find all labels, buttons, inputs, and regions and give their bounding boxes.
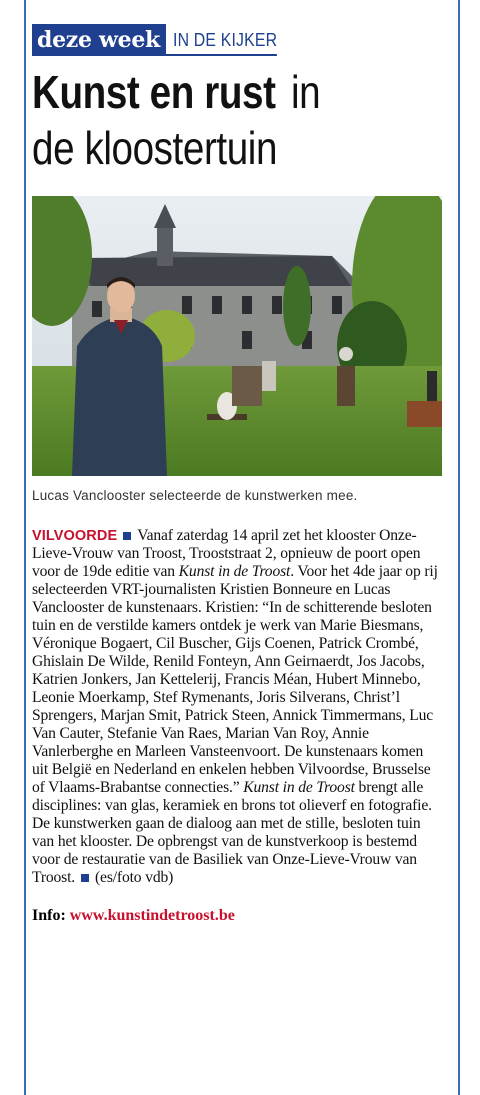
- kicker: [32, 24, 442, 56]
- end-square-icon: [81, 874, 89, 882]
- info-line: [32, 907, 442, 925]
- headline-bold: Kunst en rust: [32, 66, 276, 118]
- article-body: [32, 527, 442, 887]
- dateline: VILVOORDE: [32, 528, 118, 544]
- info-link[interactable]: www.kunstindetroost.be: [69, 907, 235, 924]
- event-title-1: Kunst in de Troost: [178, 563, 291, 580]
- column-rule-right: [458, 0, 460, 1095]
- headline: [32, 64, 442, 176]
- info-label: Info:: [32, 907, 66, 924]
- article: [32, 24, 442, 925]
- kicker-label: deze week: [32, 24, 166, 56]
- article-text-3: brengt alle disciplines: van glas, keramiek en brons tot olieverf en fotografie. De kunstwerken gaan de dialoog aan met de stille, besloten tuin van het klooster. De opbrengst van de kunstverkoop is bestemd voor de restauratie van de Basiliek van Onze-Lieve-Vrouw van Troost.: [32, 779, 432, 886]
- photo-credit: (es/foto vdb): [95, 869, 174, 886]
- kicker-section: IN DE KIJKER: [166, 24, 277, 56]
- article-text-1: Vanaf zaterdag 14 april zet het klooster Onze-Lieve-Vrouw van Troost, Trooststraat 2, opnieuw de poort open voor de 19de editie van: [32, 527, 421, 580]
- photo-caption: Lucas Vanclooster selecteerde de kunstwerken mee.: [32, 488, 358, 503]
- event-title-2: Kunst in de Troost: [243, 779, 355, 796]
- headline-light-2: de kloostertuin: [32, 122, 278, 174]
- bullet-square-icon: [123, 532, 131, 540]
- column-rule-left: [24, 0, 26, 1095]
- headline-light-1: in: [291, 66, 321, 118]
- article-text-2: . Voor het 4de jaar op rij selecteerden VRT-journalisten Kristien Bonneure en Lucas Vanclooster de kunstenaars. Kristien: “In de schitterende besloten tuin en de verstilde kamers ontdek je werk van Marie Biesmans, Véronique Bogaert, Cil Buscher, Gijs Coenen, Patrick Crombé, Ghislain De Wilde, Renild Fonteyn, Ann Geirnaerdt, Jos Jacobs, Katrien Jonkers, Jan Kettelerij, Francis Méan, Hubert Minnebo, Leonie Moerkamp, Stef Rymenants, Joris Silverans, Christ’l Sprengers, Marjan Smit, Patrick Steen, Annick Timmermans, Luc Van Cauter, Stefanie Van Raes, Marian Van Roy, Annie Vanlerberghe en Marleen Vansteenvoort. De kunstenaars komen uit België en Nederland en enkelen hebben Vilvoordse, Brusselse of Vlaams-Brabantse connecties.”: [32, 563, 438, 796]
- article-photo: [32, 196, 442, 476]
